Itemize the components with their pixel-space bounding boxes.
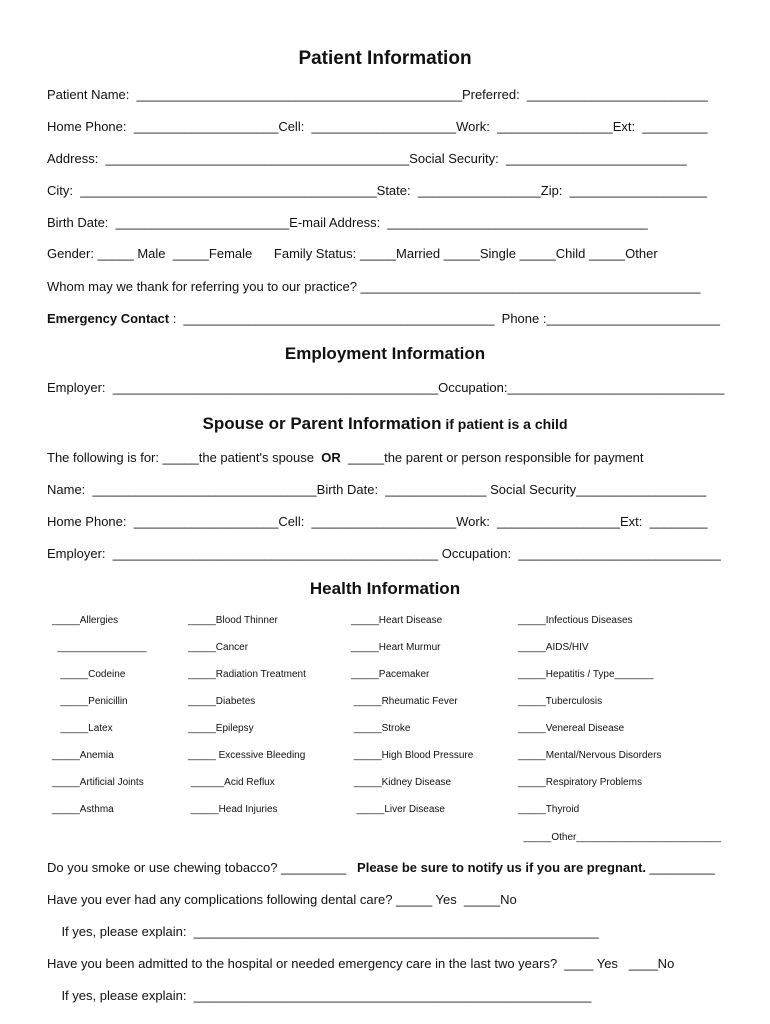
health-item[interactable]: _____Anemia (52, 750, 114, 761)
page-title: Patient Information (298, 48, 472, 69)
health-item[interactable]: _____Kidney Disease (351, 777, 452, 788)
health-item[interactable]: _____Latex (52, 723, 113, 734)
health-item[interactable]: _____Heart Disease (351, 615, 443, 626)
health-item[interactable]: _____Tuberculosis (518, 696, 603, 707)
smoke-question[interactable]: Do you smoke or use chewing tobacco? _________ (47, 860, 358, 875)
spouse-for-post[interactable]: _____the parent or person responsible for payment (340, 450, 644, 465)
spouse-phone-row[interactable]: Home Phone: ____________________Cell: ____________________Work: _________________Ext: ________ (47, 514, 708, 529)
emergency-contact-row[interactable] (47, 311, 720, 327)
health-item[interactable]: _____Rheumatic Fever (351, 696, 458, 707)
patient-name-row[interactable]: Patient Name: _____________________________________________Preferred: _________________________ (47, 87, 708, 102)
health-item[interactable]: _____Other__________________________ (518, 832, 721, 843)
pregnancy-notice: Please be sure to notify us if you are pregnant. (357, 860, 647, 875)
spouse-for-or: OR (321, 450, 341, 465)
home-phone-row[interactable]: Home Phone: ____________________Cell: ____________________Work: ________________Ext: _________ (47, 119, 708, 134)
birth-date-row[interactable]: Birth Date: ________________________E-mail Address: ____________________________________ (47, 215, 648, 230)
health-item[interactable]: _____Blood Thinner (188, 615, 278, 626)
health-item[interactable]: _____Hepatitis / Type_______ (518, 669, 654, 680)
health-item[interactable]: _____Venereal Disease (518, 723, 625, 734)
health-item[interactable]: ________________ (52, 642, 147, 653)
hospital-row[interactable]: Have you been admitted to the hospital or needed emergency care in the last two years? ____ Yes ____No (47, 956, 675, 971)
address-row[interactable]: Address: __________________________________________Social Security: _________________________ (47, 151, 687, 166)
health-item[interactable]: ______Acid Reflux (188, 777, 275, 788)
spouse-name-row[interactable]: Name: _______________________________Birth Date: ______________ Social Security__________________ (47, 482, 707, 497)
pregnancy-field[interactable]: _________ (646, 860, 715, 875)
health-item[interactable]: _____Cancer (188, 642, 249, 653)
complications-explain-row[interactable]: If yes, please explain: ________________________________________________________ (47, 924, 599, 939)
city-row[interactable]: City: _________________________________________State: _________________Zip: ___________________ (47, 183, 708, 198)
spouse-title-suffix: if patient is a child (441, 416, 568, 432)
health-item[interactable]: _____Radiation Treatment (188, 669, 306, 680)
spouse-title-main: Spouse or Parent Information (202, 414, 442, 433)
emergency-contact-fields[interactable]: : ___________________________________________ Phone :________________________ (169, 311, 720, 326)
health-item[interactable]: _____AIDS/HIV (518, 642, 589, 653)
health-item[interactable]: _____Stroke (351, 723, 411, 734)
health-item[interactable]: _____Codeine (52, 669, 126, 680)
health-item[interactable]: _____Allergies (52, 615, 119, 626)
health-item[interactable]: _____Penicillin (52, 696, 128, 707)
health-title: Health Information (309, 579, 461, 598)
hospital-explain-row[interactable]: If yes, please explain: _______________________________________________________ (47, 988, 592, 1003)
health-item[interactable]: _____ Excessive Bleeding (188, 750, 306, 761)
health-item[interactable]: _____Thyroid (518, 804, 580, 815)
health-item[interactable]: _____Epilepsy (188, 723, 254, 734)
gender-row[interactable]: Gender: _____ Male _____Female Family Status: _____Married _____Single _____Child _____Other (47, 246, 658, 261)
smoke-row[interactable] (47, 860, 715, 876)
health-item[interactable]: _____Diabetes (188, 696, 256, 707)
health-item[interactable]: _____Liver Disease (351, 804, 445, 815)
health-item[interactable]: _____Asthma (52, 804, 114, 815)
health-item[interactable]: _____Heart Murmur (351, 642, 441, 653)
health-item[interactable]: _____Mental/Nervous Disorders (518, 750, 662, 761)
health-item[interactable]: _____Head Injuries (188, 804, 278, 815)
spouse-for-row[interactable] (47, 450, 644, 466)
employer-row[interactable]: Employer: _____________________________________________Occupation:______________________________ (47, 380, 725, 395)
health-item[interactable]: _____High Blood Pressure (351, 750, 474, 761)
health-item[interactable]: _____Artificial Joints (52, 777, 144, 788)
health-item[interactable]: _____Infectious Diseases (518, 615, 633, 626)
spouse-for-pre[interactable]: The following is for: _____the patient's spouse (47, 450, 322, 465)
spouse-employer-row[interactable]: Employer: _____________________________________________ Occupation: ____________________________ (47, 546, 721, 561)
health-item[interactable]: _____Pacemaker (351, 669, 430, 680)
complications-row[interactable]: Have you ever had any complications following dental care? _____ Yes _____No (47, 892, 517, 907)
health-item[interactable]: _____Respiratory Problems (518, 777, 642, 788)
emergency-contact-label: Emergency Contact (47, 311, 170, 326)
employment-title: Employment Information (284, 344, 486, 363)
referral-row[interactable]: Whom may we thank for referring you to our practice? _______________________________________________ (47, 279, 701, 294)
spouse-title (0, 414, 770, 434)
